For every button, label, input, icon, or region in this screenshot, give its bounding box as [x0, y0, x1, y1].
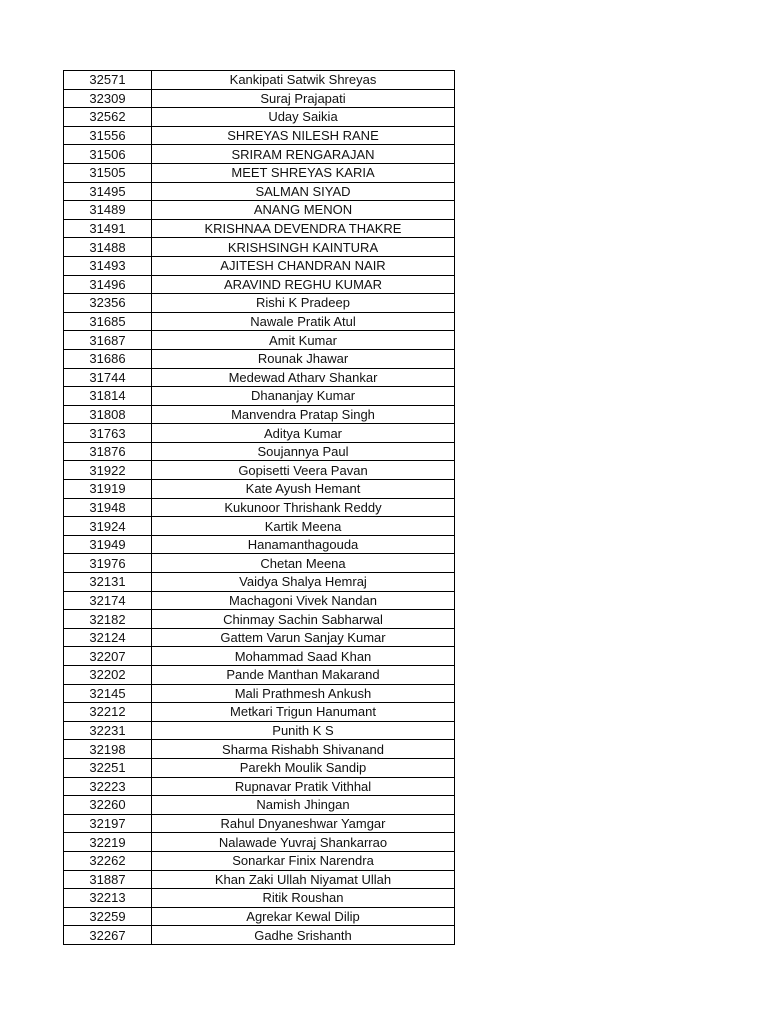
student-id-cell: 31687 [64, 331, 152, 350]
student-id-cell: 31505 [64, 163, 152, 182]
student-id-cell: 32571 [64, 71, 152, 90]
student-name-cell: Chetan Meena [152, 554, 455, 573]
student-name-cell: Chinmay Sachin Sabharwal [152, 610, 455, 629]
table-row [64, 145, 455, 164]
table-row [64, 498, 455, 517]
table-row [64, 851, 455, 870]
student-name-cell: Aditya Kumar [152, 424, 455, 443]
student-name-cell: Medewad Atharv Shankar [152, 368, 455, 387]
table-row [64, 294, 455, 313]
table-row [64, 740, 455, 759]
student-id-cell: 32231 [64, 721, 152, 740]
student-id-cell: 31506 [64, 145, 152, 164]
student-name-cell: Rishi K Pradeep [152, 294, 455, 313]
student-name-cell: KRISHSINGH KAINTURA [152, 238, 455, 257]
student-id-cell: 32212 [64, 703, 152, 722]
table-row [64, 387, 455, 406]
table-row [64, 666, 455, 685]
table-row [64, 219, 455, 238]
student-name-cell: Punith K S [152, 721, 455, 740]
student-name-cell: Sonarkar Finix Narendra [152, 851, 455, 870]
student-id-cell: 32223 [64, 777, 152, 796]
table-row [64, 461, 455, 480]
student-name-cell: Soujannya Paul [152, 442, 455, 461]
student-name-cell: SRIRAM RENGARAJAN [152, 145, 455, 164]
student-id-cell: 32259 [64, 907, 152, 926]
student-name-cell: Nalawade Yuvraj Shankarrao [152, 833, 455, 852]
student-name-cell: Pande Manthan Makarand [152, 666, 455, 685]
student-id-cell: 31489 [64, 201, 152, 220]
student-name-cell: Ritik Roushan [152, 889, 455, 908]
student-name-cell: Uday Saikia [152, 108, 455, 127]
table-row [64, 684, 455, 703]
student-name-cell: AJITESH CHANDRAN NAIR [152, 256, 455, 275]
student-name-cell: Gadhe Srishanth [152, 926, 455, 945]
student-name-cell: ANANG MENON [152, 201, 455, 220]
table-row [64, 163, 455, 182]
student-name-cell: Gattem Varun Sanjay Kumar [152, 628, 455, 647]
student-name-cell: Vaidya Shalya Hemraj [152, 573, 455, 592]
student-id-cell: 32251 [64, 758, 152, 777]
table-row [64, 182, 455, 201]
student-name-cell: ARAVIND REGHU KUMAR [152, 275, 455, 294]
table-row [64, 814, 455, 833]
student-name-cell: Agrekar Kewal Dilip [152, 907, 455, 926]
student-name-cell: Amit Kumar [152, 331, 455, 350]
student-id-cell: 31763 [64, 424, 152, 443]
student-id-cell: 31556 [64, 126, 152, 145]
table-row [64, 703, 455, 722]
student-name-cell: Kate Ayush Hemant [152, 480, 455, 499]
student-id-cell: 32219 [64, 833, 152, 852]
table-row [64, 870, 455, 889]
student-name-cell: Kartik Meena [152, 517, 455, 536]
student-id-cell: 32207 [64, 647, 152, 666]
student-name-cell: Parekh Moulik Sandip [152, 758, 455, 777]
student-id-cell: 31948 [64, 498, 152, 517]
table-row [64, 275, 455, 294]
student-name-cell: SALMAN SIYAD [152, 182, 455, 201]
table-row [64, 126, 455, 145]
student-name-cell: Dhananjay Kumar [152, 387, 455, 406]
student-id-cell: 32267 [64, 926, 152, 945]
student-id-cell: 31686 [64, 349, 152, 368]
student-id-cell: 32197 [64, 814, 152, 833]
student-id-cell: 31876 [64, 442, 152, 461]
table-row [64, 777, 455, 796]
student-id-cell: 32262 [64, 851, 152, 870]
table-row [64, 238, 455, 257]
student-id-cell: 32213 [64, 889, 152, 908]
student-id-cell: 32356 [64, 294, 152, 313]
student-id-cell: 32198 [64, 740, 152, 759]
table-row [64, 907, 455, 926]
student-id-cell: 32174 [64, 591, 152, 610]
table-row [64, 591, 455, 610]
table-row [64, 201, 455, 220]
student-id-cell: 32145 [64, 684, 152, 703]
student-id-cell: 32309 [64, 89, 152, 108]
table-row [64, 647, 455, 666]
student-name-cell: Hanamanthagouda [152, 535, 455, 554]
student-id-cell: 31887 [64, 870, 152, 889]
table-row [64, 796, 455, 815]
student-name-cell: Mali Prathmesh Ankush [152, 684, 455, 703]
student-name-cell: Nawale Pratik Atul [152, 312, 455, 331]
student-name-cell: MEET SHREYAS KARIA [152, 163, 455, 182]
student-id-cell: 31495 [64, 182, 152, 201]
student-name-cell: KRISHNAA DEVENDRA THAKRE [152, 219, 455, 238]
table-row [64, 535, 455, 554]
table-row [64, 331, 455, 350]
table-row [64, 480, 455, 499]
student-id-cell: 31814 [64, 387, 152, 406]
student-name-cell: Kankipati Satwik Shreyas [152, 71, 455, 90]
student-name-cell: Gopisetti Veera Pavan [152, 461, 455, 480]
student-id-cell: 32562 [64, 108, 152, 127]
student-id-cell: 32124 [64, 628, 152, 647]
student-name-cell: Rounak Jhawar [152, 349, 455, 368]
student-id-cell: 31922 [64, 461, 152, 480]
student-id-cell: 31976 [64, 554, 152, 573]
student-id-cell: 31744 [64, 368, 152, 387]
table-row [64, 758, 455, 777]
student-id-cell: 32131 [64, 573, 152, 592]
student-name-cell: Sharma Rishabh Shivanand [152, 740, 455, 759]
student-name-cell: Manvendra Pratap Singh [152, 405, 455, 424]
student-name-cell: Mohammad Saad Khan [152, 647, 455, 666]
student-name-cell: Machagoni Vivek Nandan [152, 591, 455, 610]
table-row [64, 71, 455, 90]
table-row [64, 312, 455, 331]
student-id-cell: 32202 [64, 666, 152, 685]
student-id-cell: 31685 [64, 312, 152, 331]
table-row [64, 256, 455, 275]
table-row [64, 89, 455, 108]
table-row [64, 554, 455, 573]
table-row [64, 424, 455, 443]
table-row [64, 368, 455, 387]
table-row [64, 349, 455, 368]
student-id-cell: 32182 [64, 610, 152, 629]
student-id-cell: 31488 [64, 238, 152, 257]
table-row [64, 833, 455, 852]
table-row [64, 108, 455, 127]
student-name-cell: Namish Jhingan [152, 796, 455, 815]
student-name-cell: Metkari Trigun Hanumant [152, 703, 455, 722]
student-name-cell: Kukunoor Thrishank Reddy [152, 498, 455, 517]
student-id-cell: 32260 [64, 796, 152, 815]
table-row [64, 610, 455, 629]
table-row [64, 721, 455, 740]
student-id-cell: 31919 [64, 480, 152, 499]
student-name-cell: Khan Zaki Ullah Niyamat Ullah [152, 870, 455, 889]
student-id-cell: 31496 [64, 275, 152, 294]
table-row [64, 517, 455, 536]
student-id-cell: 31493 [64, 256, 152, 275]
table-row [64, 926, 455, 945]
student-name-cell: Suraj Prajapati [152, 89, 455, 108]
student-name-cell: SHREYAS NILESH RANE [152, 126, 455, 145]
student-name-cell: Rupnavar Pratik Vithhal [152, 777, 455, 796]
student-id-cell: 31808 [64, 405, 152, 424]
student-id-cell: 31924 [64, 517, 152, 536]
table-row [64, 628, 455, 647]
table-row [64, 573, 455, 592]
table-row [64, 405, 455, 424]
student-table-body [64, 71, 455, 945]
table-row [64, 889, 455, 908]
student-id-cell: 31491 [64, 219, 152, 238]
student-table [63, 70, 455, 945]
student-id-cell: 31949 [64, 535, 152, 554]
table-row [64, 442, 455, 461]
student-name-cell: Rahul Dnyaneshwar Yamgar [152, 814, 455, 833]
